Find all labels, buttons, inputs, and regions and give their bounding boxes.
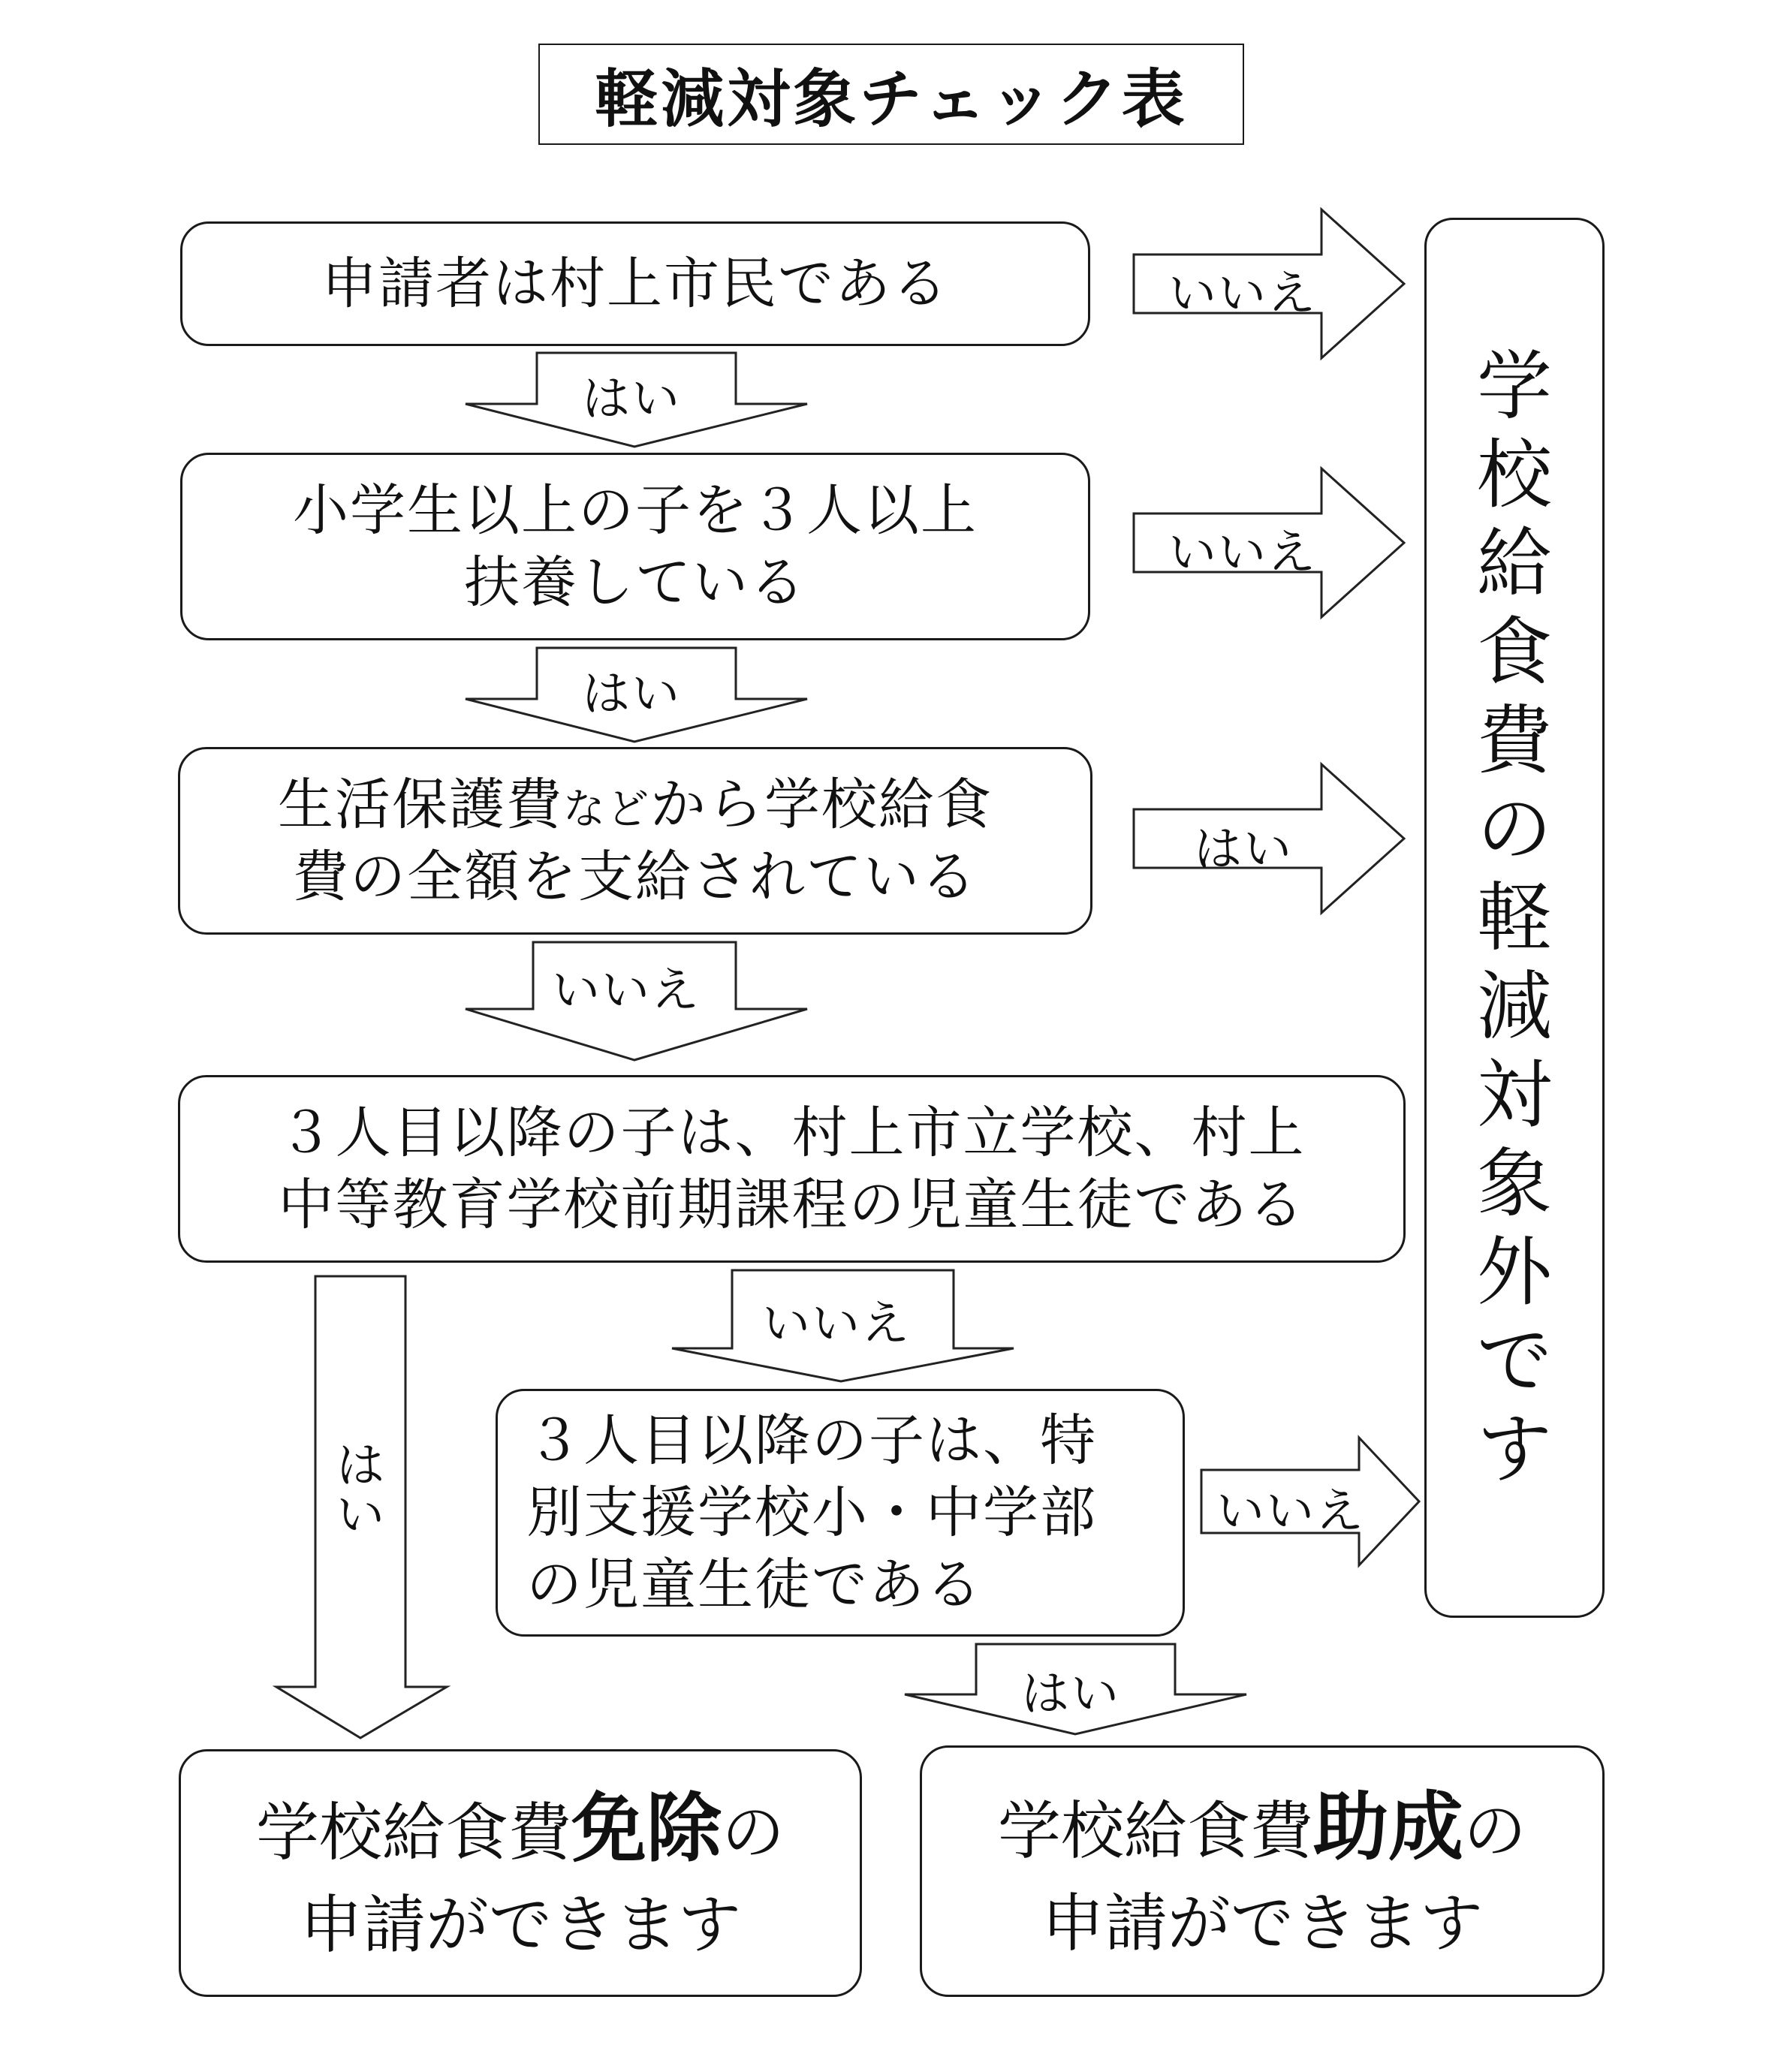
result-subsidy-line-2: 申請ができます: [1041, 1886, 1483, 1960]
question-3-line-1: [278, 769, 993, 841]
page-title: [538, 44, 1244, 145]
label-q1-no: いいえ: [1168, 267, 1317, 322]
result-subsidy-line-1: [998, 1775, 1526, 1880]
question-4-line-2: 中等教育学校前期課程の児童生徒である: [278, 1173, 1306, 1237]
question-5-third-child-special-support: [496, 1389, 1185, 1637]
result-exemption: [179, 1749, 862, 1997]
side-char: 学: [1477, 342, 1552, 430]
side-char: 校: [1477, 430, 1552, 519]
label-q1-yes: はい: [582, 372, 681, 427]
label-q4-yes: [334, 1438, 387, 1543]
question-3-part-a: 生活保護費: [278, 772, 563, 837]
question-5-line-1: ３人目以降の子は、特: [526, 1408, 1097, 1473]
question-2-dependents: [180, 453, 1090, 640]
label-q5-yes: はい: [1021, 1667, 1120, 1722]
side-char: 対: [1477, 1050, 1552, 1139]
question-1-resident: [180, 221, 1090, 346]
question-5-line-3: の児童生徒である: [526, 1552, 983, 1618]
label-q4-no: いいえ: [762, 1297, 911, 1352]
result-exemption-text-b: の: [722, 1796, 785, 1870]
label-q2-yes: はい: [582, 667, 681, 722]
side-char: 軽: [1477, 873, 1552, 962]
side-char: の: [1477, 785, 1552, 873]
result-exemption-emphasis: 免除: [571, 1784, 722, 1873]
result-exemption-line-2: 申請ができます: [299, 1888, 741, 1962]
result-subsidy: [920, 1745, 1605, 1997]
question-3-welfare: [178, 747, 1092, 935]
question-3-part-small: など: [563, 785, 650, 834]
question-3-line-2: 費の全額を支給されている: [293, 845, 978, 909]
label-q5-no: いいえ: [1216, 1484, 1365, 1540]
page-title-text: 軽減対象チェック表: [595, 62, 1188, 136]
side-char: 給: [1477, 519, 1552, 607]
question-1-text: 申請者は村上市民である: [321, 251, 949, 316]
result-exemption-text-a: 学校給食費: [255, 1796, 571, 1870]
label-q4-yes-char: は: [336, 1438, 384, 1494]
label-q3-yes: はい: [1194, 822, 1293, 878]
question-2-line-2: 扶養している: [464, 550, 806, 615]
question-2-line-1: 小学生以上の子を３人以上: [293, 477, 978, 543]
result-subsidy-emphasis: 助成: [1313, 1782, 1463, 1871]
result-subsidy-text-a: 学校給食費: [997, 1793, 1313, 1868]
question-4-third-child-municipal: [178, 1075, 1406, 1263]
side-char: で: [1477, 1316, 1552, 1405]
side-char: 減: [1477, 962, 1552, 1050]
side-char: 費: [1477, 696, 1552, 785]
question-5-line-2: 別支援学校小・中学部: [526, 1480, 1097, 1545]
result-subsidy-text-b: の: [1463, 1793, 1527, 1868]
side-char: 象: [1477, 1139, 1552, 1227]
side-char: 外: [1477, 1227, 1552, 1316]
result-exemption-line-1: [256, 1776, 785, 1881]
side-char: 食: [1477, 607, 1552, 696]
label-q3-no: いいえ: [552, 963, 701, 1019]
result-not-eligible: [1424, 218, 1605, 1618]
label-q4-yes-char: い: [336, 1488, 384, 1543]
side-char: す: [1477, 1405, 1552, 1493]
question-4-line-1: ３人目以降の子は、村上市立学校、村上: [278, 1100, 1306, 1165]
question-3-part-b: から学校給食: [650, 772, 993, 837]
label-q2-no: いいえ: [1168, 526, 1317, 581]
